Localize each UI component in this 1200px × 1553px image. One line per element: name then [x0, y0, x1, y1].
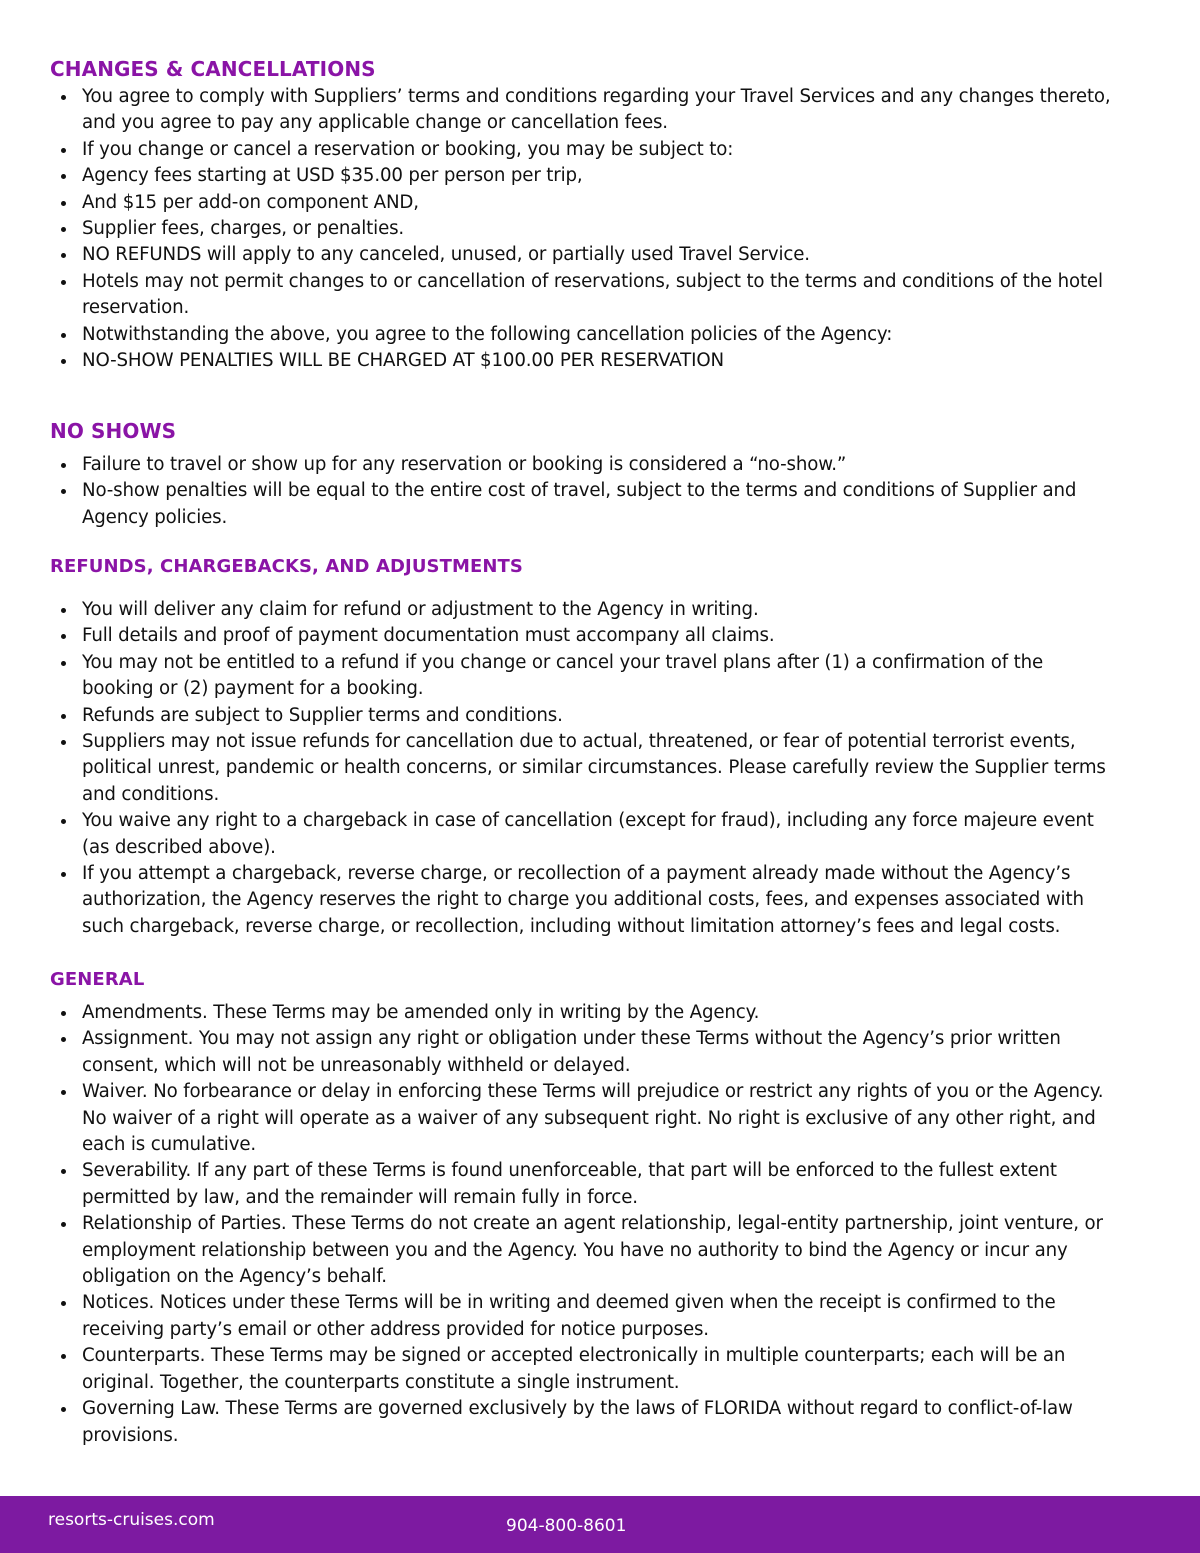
list-item: Notices. Notices under these Terms will be in writing and deemed given when the receipt is confirmed to the receiving party’s email or other address provided for notice purposes.: [60, 1290, 1120, 1343]
list-item: Hotels may not permit changes to or cancellation of reservations, subject to the terms and conditions of the hotel reservation.: [60, 269, 1120, 322]
list-item: Failure to travel or show up for any reservation or booking is considered a “no-show.”: [60, 452, 1120, 478]
section-title-general: GENERAL: [50, 969, 145, 990]
footer-website-link[interactable]: resorts-cruises.com: [48, 1510, 215, 1530]
list-item: Refunds are subject to Supplier terms and conditions.: [60, 703, 1120, 729]
list-item: Full details and proof of payment documentation must accompany all claims.: [60, 623, 1120, 649]
list-item: NO-SHOW PENALTIES WILL BE CHARGED AT $100.00 PER RESERVATION: [60, 348, 1120, 374]
footer-phone-number[interactable]: 904-800-8601: [506, 1516, 627, 1536]
list-item: Governing Law. These Terms are governed exclusively by the laws of FLORIDA without regard to conflict-of-law provisions.: [60, 1396, 1120, 1449]
list-item: Supplier fees, charges, or penalties.: [60, 216, 1120, 242]
list-item: Waiver. No forbearance or delay in enforcing these Terms will prejudice or restrict any rights of you or the Agency. No waiver of a right will operate as a waiver of any subsequent right. No right is exclusive of any other right, and each is cumulative.: [60, 1079, 1120, 1158]
list-item: You will deliver any claim for refund or adjustment to the Agency in writing.: [60, 597, 1120, 623]
list-item: If you attempt a chargeback, reverse charge, or recollection of a payment already made without the Agency’s authorization, the Agency reserves the right to charge you additional costs, fees, and expenses associated with such chargeback, reverse charge, or recollection, including without limitation attorney’s fees and legal costs.: [60, 861, 1120, 940]
section-title-no-shows: NO SHOWS: [50, 419, 177, 443]
list-item: Assignment. You may not assign any right or obligation under these Terms without the Agency’s prior written consent, which will not be unreasonably withheld or delayed.: [60, 1026, 1120, 1079]
no-shows-list: [60, 452, 1120, 531]
list-item: You agree to comply with Suppliers’ terms and conditions regarding your Travel Services and any changes thereto, and you agree to pay any applicable change or cancellation fees.: [60, 84, 1120, 137]
footer-bar: [0, 1496, 1200, 1553]
list-item: You may not be entitled to a refund if you change or cancel your travel plans after (1) a confirmation of the booking or (2) payment for a booking.: [60, 650, 1120, 703]
section-title-changes-cancellations: CHANGES & CANCELLATIONS: [50, 57, 376, 81]
list-item: If you change or cancel a reservation or booking, you may be subject to:: [60, 137, 1120, 163]
list-item: Agency fees starting at USD $35.00 per person per trip,: [60, 163, 1120, 189]
list-item: Amendments. These Terms may be amended only in writing by the Agency.: [60, 1000, 1120, 1026]
general-list: [60, 1000, 1120, 1449]
list-item: Notwithstanding the above, you agree to the following cancellation policies of the Agency:: [60, 322, 1120, 348]
list-item: Relationship of Parties. These Terms do not create an agent relationship, legal-entity partnership, joint venture, or employment relationship between you and the Agency. You have no authority to bind the Agency or incur any obligation on the Agency’s behalf.: [60, 1211, 1120, 1290]
list-item: You waive any right to a chargeback in case of cancellation (except for fraud), including any force majeure event (as described above).: [60, 808, 1120, 861]
section-title-refunds-chargebacks: REFUNDS, CHARGEBACKS, AND ADJUSTMENTS: [50, 556, 524, 577]
list-item: Severability. If any part of these Terms is found unenforceable, that part will be enforced to the fullest extent permitted by law, and the remainder will remain fully in force.: [60, 1158, 1120, 1211]
list-item: Counterparts. These Terms may be signed or accepted electronically in multiple counterparts; each will be an original. Together, the counterparts constitute a single instrument.: [60, 1343, 1120, 1396]
list-item: NO REFUNDS will apply to any canceled, unused, or partially used Travel Service.: [60, 242, 1120, 268]
refunds-chargebacks-list: [60, 597, 1120, 940]
list-item: And $15 per add-on component AND,: [60, 190, 1120, 216]
list-item: Suppliers may not issue refunds for cancellation due to actual, threatened, or fear of potential terrorist events, political unrest, pandemic or health concerns, or similar circumstances. Please carefully review the Supplier terms and conditions.: [60, 729, 1120, 808]
list-item: No-show penalties will be equal to the entire cost of travel, subject to the terms and conditions of Supplier and Agency policies.: [60, 478, 1120, 531]
changes-cancellations-list: [60, 84, 1120, 374]
